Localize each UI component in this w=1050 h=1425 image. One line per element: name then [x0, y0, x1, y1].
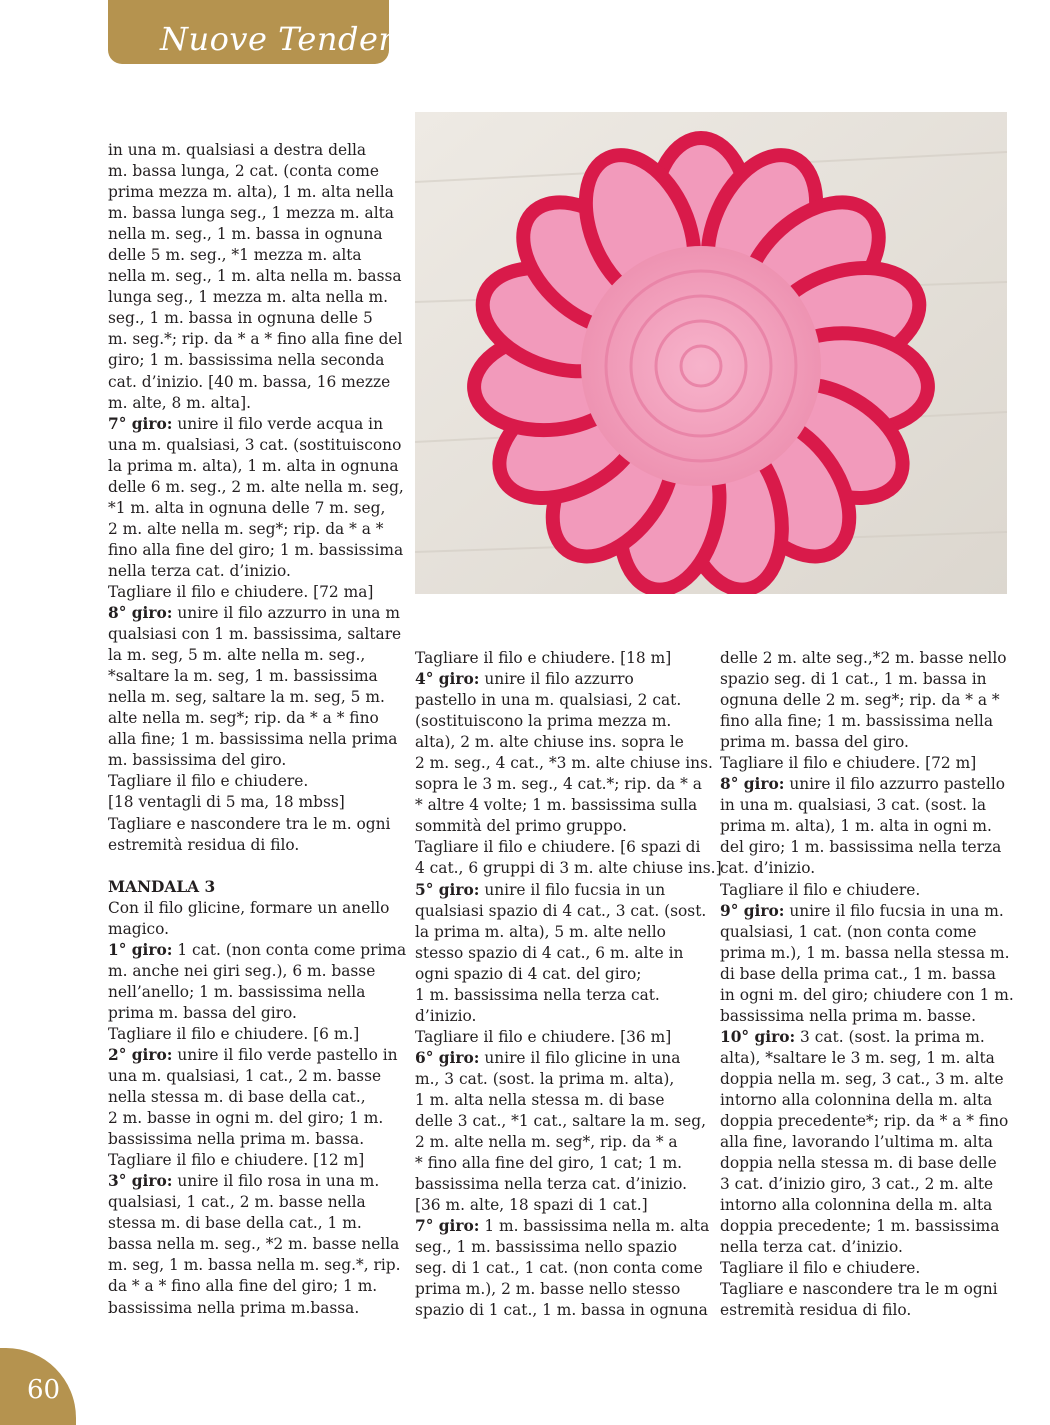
text-line: [18 ventagli di 5 ma, 18 mbss]: [108, 793, 345, 812]
text-line: fino alla fine del giro; 1 m. bassissima: [108, 540, 404, 559]
text-line: 2 m. basse in ogni m. del giro; 1 m.: [108, 1109, 384, 1128]
text-line: m. bassa lunga seg., 1 mezza m. alta: [108, 204, 394, 223]
text-line: alta), *saltare le 3 m. seg, 1 m. alta: [720, 1048, 995, 1067]
text-line: 4 cat., 6 gruppi di 3 m. alte chiuse ins.]: [415, 859, 722, 878]
text-line: ognuna delle 2 m. seg*; rip. da * a *: [720, 691, 1000, 710]
text-line: Tagliare il filo e chiudere. [18 m]: [415, 649, 672, 667]
round-label: 9° giro:: [720, 901, 785, 920]
text-line: lunga seg., 1 mezza m. alta nella m.: [108, 288, 389, 307]
text-line: una m. qualsiasi, 1 cat., 2 m. basse: [108, 1067, 382, 1086]
text-line: la m. seg, 5 m. alte nella m. seg.,: [108, 646, 366, 665]
text-line: 1 m. alta nella stessa m. di base: [415, 1090, 665, 1109]
text-line: Tagliare il filo e chiudere. [6 m.]: [108, 1024, 360, 1043]
text-line: alta), 2 m. alte chiuse ins. sopra le: [415, 733, 684, 752]
text-line: delle 5 m. seg., *1 mezza m. alta: [108, 246, 362, 265]
text-line: d’inizio.: [415, 1006, 477, 1025]
text-line: seg., 1 m. bassissima nello spazio: [415, 1238, 677, 1257]
text-line: nella terza cat. d’inizio.: [108, 561, 291, 580]
text-line: bassissima nella prima m.bassa.: [108, 1298, 360, 1317]
text-line: nella m. seg, saltare la m. seg, 5 m.: [108, 688, 385, 707]
text-line: 1° giro: 1 cat. (non conta come prima: [108, 940, 407, 959]
text-line: intorno alla colonnina della m. alta: [720, 1196, 993, 1215]
text-line: nella m. seg., 1 m. alta nella m. bassa: [108, 267, 402, 286]
text-line: la prima m. alta), 5 m. alte nello: [415, 922, 666, 941]
text-line: Tagliare il filo e chiudere.: [108, 772, 309, 791]
text-line: m. seg.*; rip. da * a * fino alla fine del: [108, 330, 403, 349]
text-line: 8° giro: unire il filo azzurro in una m: [108, 604, 400, 623]
text-line: * fino alla fine del giro, 1 cat; 1 m.: [415, 1154, 683, 1173]
round-label: 7° giro:: [415, 1217, 480, 1236]
text-line: seg. di 1 cat., 1 cat. (non conta come: [415, 1259, 703, 1278]
text-line: nell’anello; 1 m. bassissima nella: [108, 982, 366, 1001]
text-line: m. seg, 1 m. bassa nella m. seg.*, rip.: [108, 1256, 401, 1275]
text-line: prima m. bassa del giro.: [108, 1003, 297, 1022]
round-label: 1° giro:: [108, 940, 173, 959]
text-line: doppia precedente; 1 m. bassissima: [720, 1217, 1000, 1236]
round-label: 3° giro:: [108, 1172, 173, 1191]
text-line: m. alte, 8 m. alta].: [108, 393, 251, 412]
text-line: Tagliare il filo e chiudere. [12 m]: [108, 1151, 365, 1170]
text-line: 1 m. bassissima nella terza cat.: [415, 985, 660, 1004]
text-line: prima m.), 1 m. bassa nella stessa m.: [720, 943, 1010, 962]
text-line: doppia precedente*; rip. da * a * fino: [720, 1112, 1009, 1131]
text-line: da * a * fino alla fine del giro; 1 m.: [108, 1277, 378, 1296]
text-line: 2° giro: unire il filo verde pastello in: [108, 1045, 398, 1064]
text-line: in ogni m. del giro; chiudere con 1 m.: [720, 985, 1014, 1004]
text-line: pastello in una m. qualsiasi, 2 cat.: [415, 691, 682, 710]
text-line: spazio seg. di 1 cat., 1 m. bassa in: [720, 670, 987, 689]
text-line: Tagliare il filo e chiudere.: [720, 1259, 921, 1278]
text-line: bassissima nella prima m. bassa.: [108, 1130, 365, 1149]
text-line: qualsiasi spazio di 4 cat., 3 cat. (sost.: [415, 901, 707, 920]
text-line: giro; 1 m. bassissima nella seconda: [108, 351, 385, 370]
pattern-heading: MANDALA 3: [108, 877, 216, 896]
text-line: doppia nella stessa m. di base delle: [720, 1154, 997, 1173]
text-line: delle 6 m. seg., 2 m. alte nella m. seg,: [108, 477, 404, 496]
text-line: stessa m. di base della cat., 1 m.: [108, 1214, 362, 1233]
text-line: 3° giro: unire il filo rosa in una m.: [108, 1172, 380, 1191]
text-line: ogni spazio di 4 cat. del giro;: [415, 964, 642, 983]
round-label: 8° giro:: [720, 775, 785, 794]
text-line: qualsiasi con 1 m. bassissima, saltare: [108, 625, 402, 644]
text-line: estremità residua di filo.: [108, 835, 300, 854]
text-line: Tagliare il filo e chiudere. [36 m]: [415, 1027, 672, 1046]
text-line: nella m. seg., 1 m. bassa in ognuna: [108, 225, 383, 244]
text-line: delle 2 m. alte seg.,*2 m. basse nello: [720, 649, 1007, 667]
text-line: Tagliare il filo e chiudere. [72 m]: [720, 754, 977, 773]
round-label: 4° giro:: [415, 670, 480, 689]
text-line: 9° giro: unire il filo fucsia in una m.: [720, 901, 1004, 920]
text-line: bassa nella m. seg., *2 m. basse nella: [108, 1235, 400, 1254]
text-line: bassissima nella prima m. basse.: [720, 1006, 977, 1025]
round-label: 8° giro:: [108, 604, 173, 623]
text-line: 2 m. alte nella m. seg*; rip. da * a *: [108, 519, 384, 538]
round-label: 6° giro:: [415, 1048, 480, 1067]
text-line: 2 m. seg., 4 cat., *3 m. alte chiuse ins.: [415, 754, 713, 773]
text-line: intorno alla colonnina della m. alta: [720, 1090, 993, 1109]
text-line: (sostituiscono la prima mezza m.: [415, 712, 672, 731]
text-line: Tagliare il filo e chiudere.: [720, 880, 921, 899]
text-column-2: [415, 648, 722, 1322]
text-line: delle 3 cat., *1 cat., saltare la m. seg,: [415, 1112, 707, 1131]
text-line: nella terza cat. d’inizio.: [720, 1238, 903, 1257]
crochet-mandala-photo: [415, 112, 1007, 594]
text-line: sommità del primo gruppo.: [415, 817, 627, 836]
text-line: 7° giro: 1 m. bassissima nella m. alta: [415, 1217, 710, 1236]
text-line: seg., 1 m. bassa in ognuna delle 5: [108, 309, 373, 328]
text-line: Tagliare e nascondere tra le m. ogni: [108, 814, 391, 833]
round-label: 2° giro:: [108, 1045, 173, 1064]
text-line: alte nella m. seg*; rip. da * a * fino: [108, 709, 379, 728]
text-line: alla fine, lavorando l’ultima m. alta: [720, 1133, 993, 1152]
text-line: spazio di 1 cat., 1 m. bassa in ognuna: [415, 1301, 708, 1320]
text-line: stesso spazio di 4 cat., 6 m. alte in: [415, 943, 684, 962]
text-line: [36 m. alte, 18 spazi di 1 cat.]: [415, 1196, 648, 1215]
text-line: cat. d’inizio. [40 m. bassa, 16 mezze: [108, 372, 391, 391]
text-line: m. anche nei giri seg.), 6 m. basse: [108, 961, 376, 980]
text-line: 4° giro: unire il filo azzurro: [415, 670, 634, 689]
text-line: 8° giro: unire il filo azzurro pastello: [720, 775, 1006, 794]
text-line: Tagliare il filo e chiudere. [6 spazi di: [415, 838, 701, 857]
text-line: prima m.), 2 m. basse nello stesso: [415, 1280, 681, 1299]
text-line: Tagliare il filo e chiudere. [72 ma]: [108, 582, 374, 601]
text-column-3: [720, 648, 1014, 1322]
text-line: una m. qualsiasi, 3 cat. (sostituiscono: [108, 435, 402, 454]
text-line: Con il filo glicine, formare un anello: [108, 898, 390, 917]
round-label: 10° giro:: [720, 1027, 796, 1046]
text-line: in una m. qualsiasi a destra della: [108, 141, 367, 159]
text-line: 10° giro: 3 cat. (sost. la prima m.: [720, 1027, 985, 1046]
text-line: 3 cat. d’inizio giro, 3 cat., 2 m. alte: [720, 1175, 994, 1194]
text-line: m. bassissima del giro.: [108, 751, 287, 770]
text-line: 6° giro: unire il filo glicine in una: [415, 1048, 681, 1067]
text-line: estremità residua di filo.: [720, 1301, 912, 1320]
page-number: 60: [27, 1375, 61, 1405]
text-line: in una m. qualsiasi, 3 cat. (sost. la: [720, 796, 987, 815]
text-line: fino alla fine; 1 m. bassissima nella: [720, 712, 994, 731]
round-label: 5° giro:: [415, 880, 480, 899]
text-line: *saltare la m. seg, 1 m. bassissima: [108, 667, 378, 686]
text-line: 7° giro: unire il filo verde acqua in: [108, 414, 383, 433]
text-line: m., 3 cat. (sost. la prima m. alta),: [415, 1069, 675, 1088]
crochet-mandala-icon: [415, 112, 1007, 594]
section-title: Nuove Tendenze: [160, 20, 437, 58]
text-line: *1 m. alta in ognuna delle 7 m. seg,: [108, 498, 386, 517]
text-line: prima mezza m. alta), 1 m. alta nella: [108, 183, 394, 202]
text-line: cat. d’inizio.: [720, 859, 816, 878]
text-line: prima m. bassa del giro.: [720, 733, 909, 752]
text-line: * altre 4 volte; 1 m. bassissima sulla: [415, 796, 698, 815]
text-line: 5° giro: unire il filo fucsia in un: [415, 880, 666, 899]
text-line: doppia nella m. seg, 3 cat., 3 m. alte: [720, 1069, 1004, 1088]
text-column-1: [108, 140, 407, 1319]
text-line: prima m. alta), 1 m. alta in ogni m.: [720, 817, 992, 836]
text-line: bassissima nella terza cat. d’inizio.: [415, 1175, 688, 1194]
text-line: la prima m. alta), 1 m. alta in ognuna: [108, 456, 399, 475]
text-line: 2 m. alte nella m. seg*, rip. da * a: [415, 1133, 678, 1152]
text-line: qualsiasi, 1 cat. (non conta come: [720, 922, 977, 941]
text-line: alla fine; 1 m. bassissima nella prima: [108, 730, 398, 749]
text-line: m. bassa lunga, 2 cat. (conta come: [108, 162, 379, 181]
text-line: sopra le 3 m. seg., 4 cat.*; rip. da * a: [415, 775, 702, 794]
text-line: nella stessa m. di base della cat.,: [108, 1088, 366, 1107]
text-line: del giro; 1 m. bassissima nella terza: [720, 838, 1002, 857]
text-line: di base della prima cat., 1 m. bassa: [720, 964, 996, 983]
text-line: qualsiasi, 1 cat., 2 m. basse nella: [108, 1193, 366, 1212]
text-line: magico.: [108, 919, 170, 938]
round-label: 7° giro:: [108, 414, 173, 433]
text-line: Tagliare e nascondere tra le m ogni: [720, 1280, 998, 1299]
